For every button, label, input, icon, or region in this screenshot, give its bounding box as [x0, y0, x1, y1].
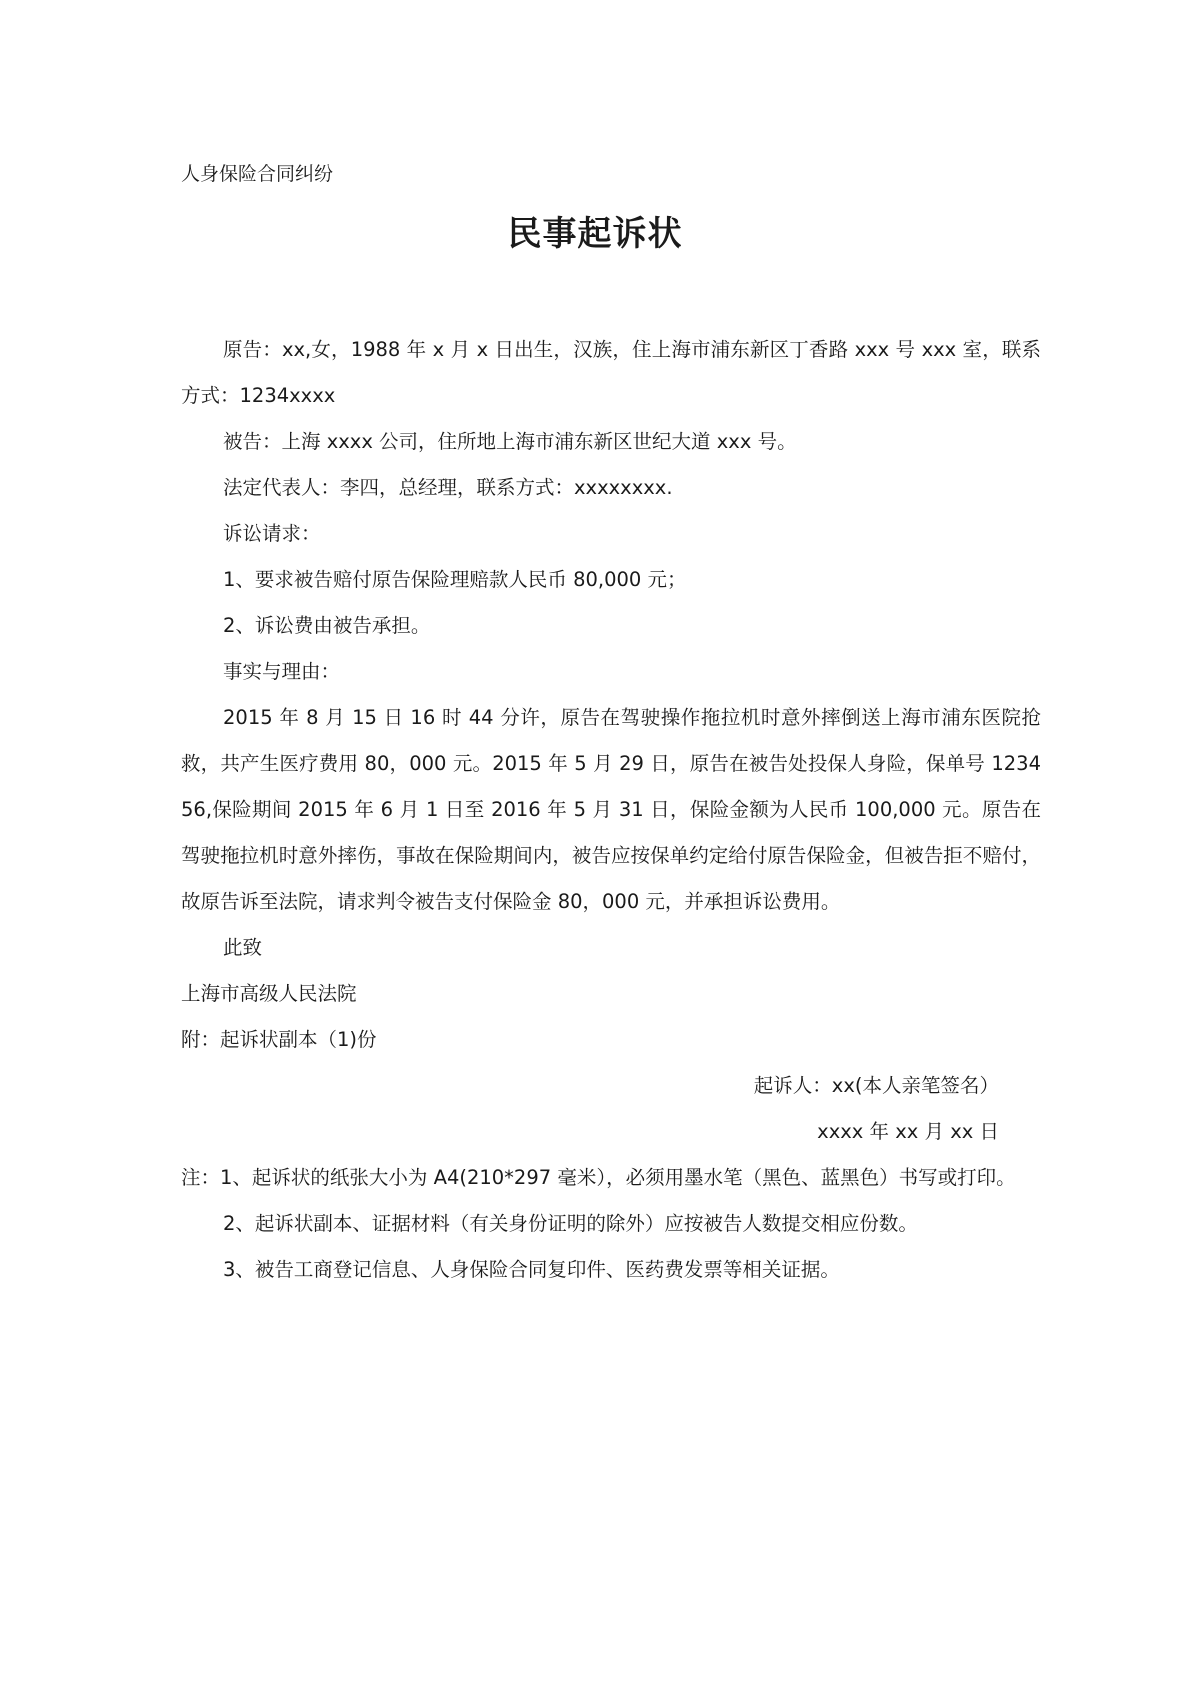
attachment-line: 附：起诉状副本（1)份: [181, 1028, 377, 1051]
court-name: 上海市高级人民法院: [181, 982, 357, 1005]
facts-paragraph: 2015 年 8 月 15 日 16 时 44 分许，原告在驾驶操作拖拉机时意外摔倒送上海市浦东医院抢救，共产生医疗费用 80，000 元。2015 年 5 月 29 日，原告在被告处投保人身险，保单号 123456,保险期间 2015 年 6 月 1 日至 2016 年 5 月 31 日，保险金额为人民币 100,000 元。原告在驾驶拖拉机时意外摔伤，事故在保险期间内，被告应按保单约定给付原告保险金，但被告拒不赔付，故原告诉至法院，请求判令被告支付保险金 80，000 元，并承担诉讼费用。: [181, 706, 1041, 913]
note-item: 2、起诉状副本、证据材料（有关身份证明的除外）应按被告人数提交相应份数。: [223, 1212, 918, 1235]
salutation: 此致: [223, 936, 263, 959]
plaintiff-paragraph: 原告：xx,女，1988 年 x 月 x 日出生，汉族，住上海市浦东新区丁香路 xxx 号 xxx 室，联系方式：1234xxxx: [181, 338, 1041, 407]
facts-heading: 事实与理由：: [223, 660, 341, 683]
document-title: 民事起诉状: [507, 214, 683, 254]
claim-item: 2、诉讼费由被告承担。: [223, 614, 431, 637]
claim-item: 1、要求被告赔付原告保险理赔款人民币 80,000 元；: [223, 568, 687, 591]
legal-representative-paragraph: 法定代表人：李四，总经理，联系方式：xxxxxxxx.: [223, 476, 673, 499]
document-body: [181, 327, 1041, 1293]
defendant-paragraph: 被告：上海 xxxx 公司，住所地上海市浦东新区世纪大道 xxx 号。: [223, 430, 797, 453]
signature-line: 起诉人：xx(本人亲笔签名）: [753, 1074, 999, 1097]
note-item: 3、被告工商登记信息、人身保险合同复印件、医药费发票等相关证据。: [223, 1258, 840, 1281]
case-type-label: 人身保险合同纠纷: [181, 163, 334, 185]
date-line: xxxx 年 xx 月 xx 日: [817, 1120, 999, 1143]
note-item: 注：1、起诉状的纸张大小为 A4(210*297 毫米），必须用墨水笔（黑色、蓝黑色）书写或打印。: [181, 1166, 1016, 1189]
claims-heading: 诉讼请求：: [223, 522, 321, 545]
